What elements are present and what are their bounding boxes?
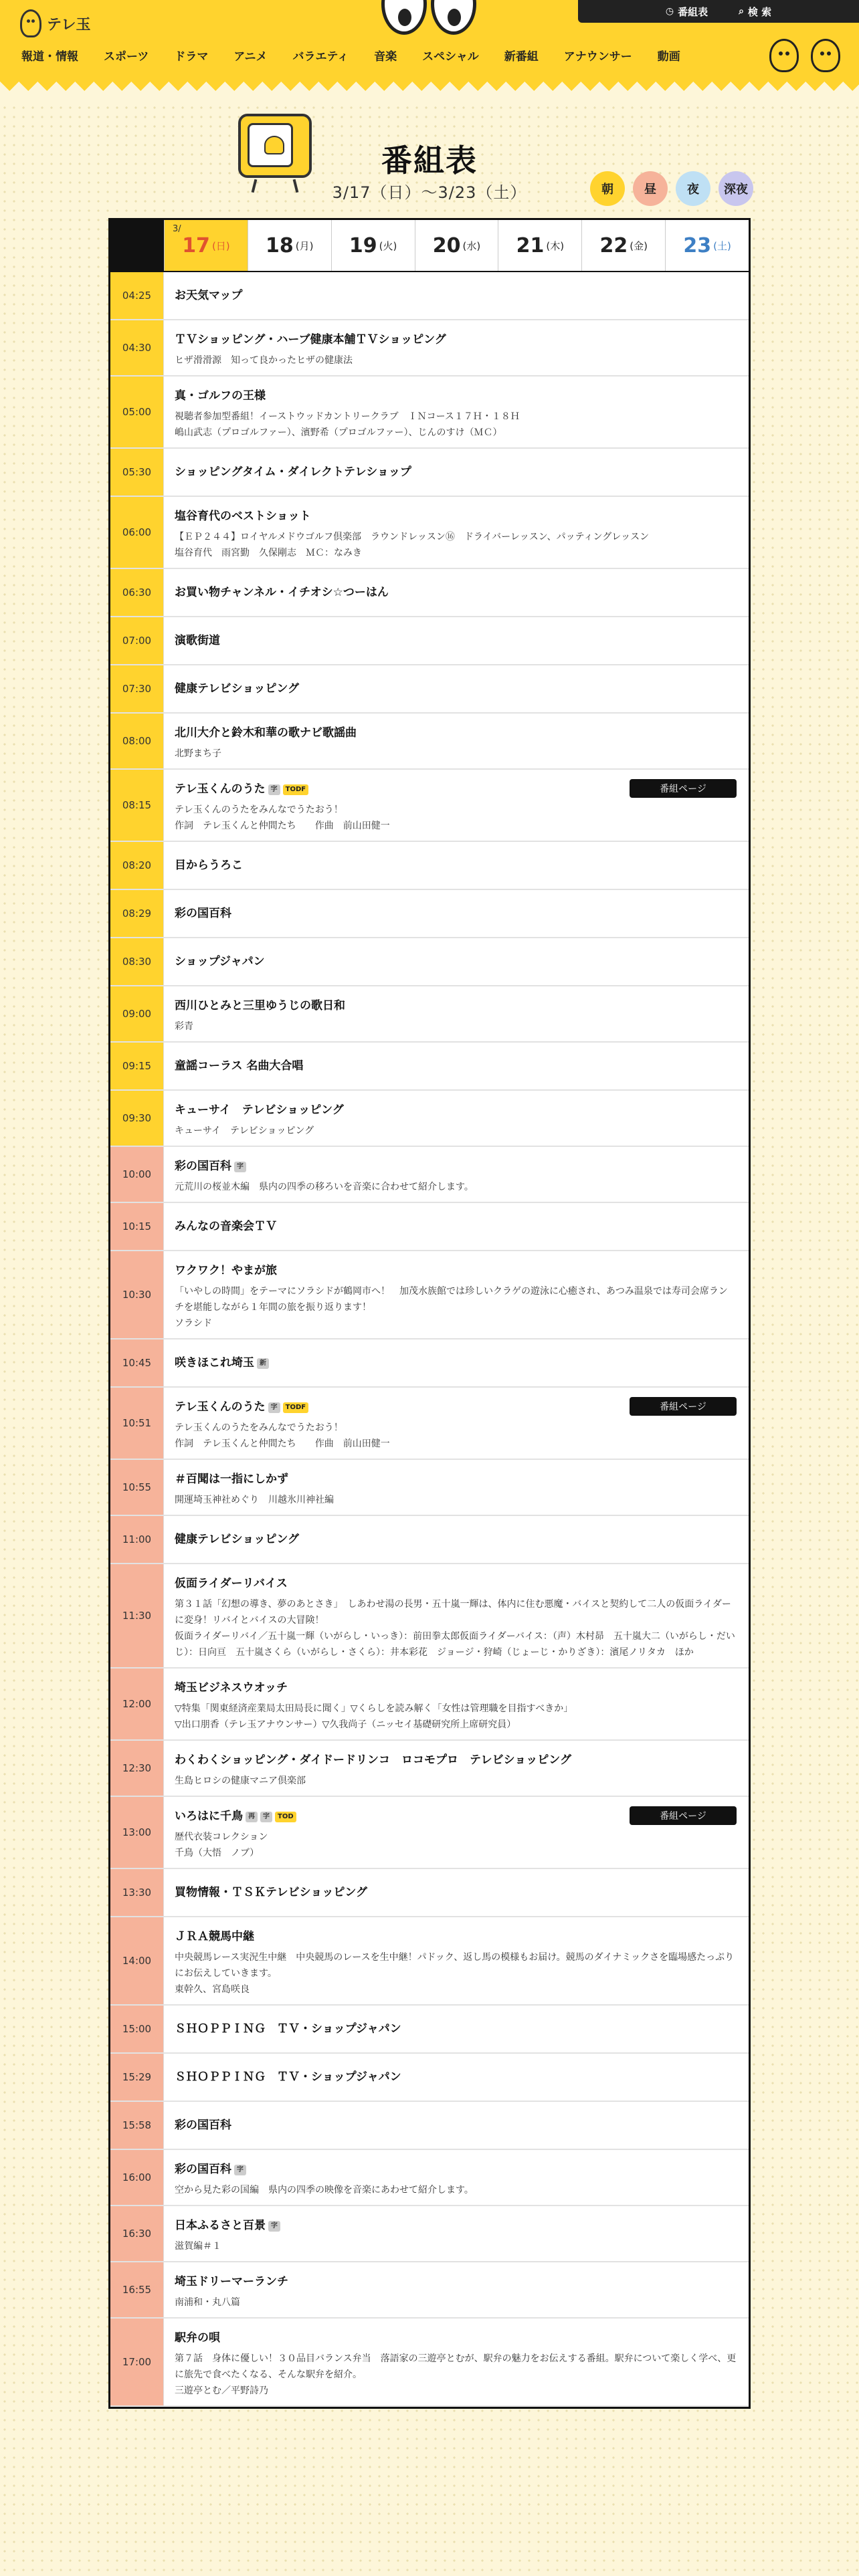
program-body: [164, 1043, 749, 1089]
program-title[interactable]: [175, 2161, 737, 2178]
program-title[interactable]: [175, 1262, 737, 1279]
nav-item[interactable]: アナウンサー: [563, 50, 632, 64]
program-description: 視聴者参加型番組！イーストウッドカントリークラブ ＩＮコース１７Ｈ・１８Ｈ 嶋山武志（プロゴルファー）、濱野希（プロゴルファー）、じんのすけ（ＭＣ）: [175, 411, 520, 438]
program-row[interactable]: [110, 1460, 749, 1516]
program-description: 滋賀編＃１: [175, 2241, 221, 2252]
period-button[interactable]: 昼: [633, 171, 668, 206]
program-row[interactable]: [110, 1251, 749, 1339]
program-time: 11:30: [110, 1564, 164, 1667]
program-body: [164, 714, 749, 768]
program-title-text: 彩の国百科: [175, 907, 231, 920]
program-title[interactable]: [175, 1575, 737, 1592]
day-tab[interactable]: [248, 220, 331, 271]
program-title[interactable]: [175, 1679, 737, 1697]
program-body: [164, 1741, 749, 1796]
program-title-text: ＴＶショッピング・ハーブ健康本舗ＴＶショッピング: [175, 333, 446, 346]
day-number: 23: [683, 233, 712, 257]
program-title-text: 買物情報・ＴＳＫテレビショッピング: [175, 1886, 367, 1899]
program-row[interactable]: [110, 890, 749, 938]
day-tab[interactable]: [498, 220, 581, 271]
program-time: 13:30: [110, 1869, 164, 1916]
search-icon: ⌕: [739, 6, 744, 17]
right-eye-icon: [431, 0, 476, 35]
program-badge: TODF: [283, 784, 308, 795]
program-title[interactable]: [175, 1101, 737, 1119]
program-time: 16:30: [110, 2206, 164, 2261]
program-badge: TOD: [275, 1812, 296, 1822]
page-title: 番組表: [381, 142, 478, 179]
program-row[interactable]: [110, 569, 749, 617]
program-row[interactable]: [110, 1388, 749, 1460]
program-body: [164, 2319, 749, 2405]
program-time: 16:55: [110, 2262, 164, 2317]
period-jump-buttons: [590, 171, 753, 206]
program-row[interactable]: [110, 449, 749, 497]
program-body: [164, 770, 749, 841]
program-title[interactable]: [175, 953, 265, 970]
program-title[interactable]: [175, 632, 220, 649]
program-time: 14:00: [110, 1917, 164, 2004]
program-title-text: 彩の国百科: [175, 2163, 231, 2176]
program-title[interactable]: [175, 1531, 299, 1548]
program-title[interactable]: [175, 387, 737, 405]
program-title-text: 塩谷育代のベストショット: [175, 510, 311, 523]
program-row[interactable]: [110, 2262, 749, 2319]
program-title-text: お買い物チャンネル・イチオシ☆つーはん: [175, 586, 389, 599]
header-zigzag-divider: [0, 82, 859, 100]
program-description: 開運埼玉神社めぐり 川越氷川神社編: [175, 1495, 334, 1505]
main-nav: [20, 47, 693, 64]
program-row[interactable]: [110, 2206, 749, 2262]
program-body: [164, 1251, 749, 1338]
program-description: テレ玉くんのうたをみんなでうたおう！ 作詞 テレ玉くんと仲間たち 作曲 前山田健一: [175, 1422, 390, 1449]
program-title-text: 真・ゴルフの王様: [175, 389, 266, 403]
program-title[interactable]: [175, 287, 242, 304]
day-weekday: (水): [462, 239, 481, 252]
program-title-text: 健康テレビショッピング: [175, 682, 299, 695]
nav-item[interactable]: 動画: [657, 50, 680, 64]
program-title[interactable]: [175, 1471, 737, 1488]
site-logo[interactable]: [20, 9, 91, 37]
program-page-button[interactable]: 番組ページ: [630, 779, 737, 798]
clock-icon: ◷: [665, 6, 674, 17]
program-time: 16:00: [110, 2150, 164, 2205]
day-number: 21: [516, 233, 545, 257]
day-weekday: (火): [379, 239, 397, 252]
program-row[interactable]: [110, 1564, 749, 1669]
program-body: [164, 1516, 749, 1563]
program-description: 「いやしの時間」をテーマにソラシドが鶴岡市へ！ 加茂水族館では珍しいクラゲの遊泳に心癒され、あつみ温泉では寿司会席ランチを堪能しながら１年間の旅を振り返ります！ ソラシド: [175, 1286, 728, 1329]
program-time: 10:45: [110, 1339, 164, 1386]
program-row[interactable]: [110, 1917, 749, 2006]
program-row[interactable]: [110, 1339, 749, 1388]
program-title[interactable]: [175, 2020, 401, 2038]
program-row[interactable]: [110, 1869, 749, 1917]
period-button[interactable]: 深夜: [719, 171, 753, 206]
program-title-text: 北川大介と鈴木和華の歌ナビ歌謡曲: [175, 726, 357, 740]
program-body: [164, 1388, 749, 1459]
program-row[interactable]: [110, 1203, 749, 1251]
program-time: 06:30: [110, 569, 164, 616]
program-body: [164, 377, 749, 447]
mascot-links: [769, 39, 840, 72]
program-title-text: ワクワク！やまが旅: [175, 1264, 277, 1277]
nav-item[interactable]: スポーツ: [104, 50, 149, 64]
program-title-text: 埼玉ビジネスウオッチ: [175, 1681, 288, 1695]
logo-text: テレ玉: [47, 16, 91, 33]
program-description: ヒザ滑滑源 知って良かったヒザの健康法: [175, 355, 353, 366]
program-body: [164, 938, 749, 985]
program-title-text: ＪＲＡ競馬中継: [175, 1930, 254, 1943]
program-time: 08:20: [110, 842, 164, 889]
program-body: [164, 1147, 749, 1202]
date-range: 3/17（日）～3/23（土）: [332, 183, 527, 202]
program-title[interactable]: [175, 2117, 231, 2134]
day-tab[interactable]: [415, 220, 498, 271]
program-body: [164, 1564, 749, 1667]
program-body: [164, 1917, 749, 2004]
program-page-button[interactable]: 番組ページ: [630, 1806, 737, 1825]
program-title-text: キューサイ テレビショッピング: [175, 1103, 344, 1117]
program-body: [164, 2054, 749, 2101]
program-title[interactable]: [175, 2273, 737, 2290]
period-button[interactable]: 夜: [676, 171, 710, 206]
program-description: テレ玉くんのうたをみんなでうたおう！ 作詞 テレ玉くんと仲間たち 作曲 前山田健一: [175, 804, 390, 831]
day-tab[interactable]: [331, 220, 415, 271]
day-weekday: (月): [295, 239, 314, 252]
program-title[interactable]: [175, 2217, 737, 2234]
program-row[interactable]: [110, 770, 749, 842]
program-row[interactable]: [110, 1669, 749, 1741]
program-time: 13:00: [110, 1797, 164, 1868]
program-description: ▽特集「関東経済産業局太田局長に聞く」▽くらしを読み解く「女性は管理職を目指すべきか」 ▽出口朋香（テレ玉アナウンサー）▽久我尚子（ニッセイ基礎研究所上席研究員）: [175, 1703, 573, 1730]
program-title[interactable]: [175, 680, 299, 697]
left-eye-icon: [381, 0, 427, 35]
program-title[interactable]: [175, 857, 243, 874]
program-description: 彩青: [175, 1021, 193, 1032]
program-row[interactable]: [110, 1091, 749, 1147]
program-title-text: わくわくショッピング・ダイドードリンコ ロコモプロ テレビショッピング: [175, 1753, 571, 1767]
program-title[interactable]: [175, 724, 737, 742]
program-body: [164, 1460, 749, 1515]
program-title-text: 演歌街道: [175, 634, 220, 647]
search-link[interactable]: [739, 5, 771, 19]
program-title[interactable]: [175, 463, 411, 481]
program-description: 北野まち子: [175, 748, 221, 759]
program-title-text: お天気マップ: [175, 289, 243, 302]
program-title[interactable]: [175, 1354, 269, 1372]
program-body: [164, 2102, 749, 2149]
program-time: 09:00: [110, 986, 164, 1041]
program-time: 10:15: [110, 1203, 164, 1250]
program-row[interactable]: [110, 1147, 749, 1203]
program-row[interactable]: [110, 986, 749, 1043]
program-body: [164, 1797, 749, 1868]
program-row[interactable]: [110, 1741, 749, 1797]
program-row[interactable]: [110, 2006, 749, 2054]
program-body: [164, 272, 749, 319]
program-body: [164, 2006, 749, 2052]
program-time: 05:30: [110, 449, 164, 496]
program-row[interactable]: [110, 665, 749, 714]
program-body: [164, 890, 749, 937]
program-title[interactable]: [175, 905, 231, 922]
nav-item[interactable]: 報道・情報: [21, 50, 78, 64]
program-body: [164, 986, 749, 1041]
program-title-text: 日本ふるさと百景: [175, 2219, 266, 2232]
program-title[interactable]: [175, 1751, 737, 1769]
title-area: [0, 100, 859, 221]
program-row[interactable]: [110, 320, 749, 377]
program-title-text: 童謡コーラス 名曲大合唱: [175, 1059, 304, 1073]
program-time: 15:29: [110, 2054, 164, 2101]
program-badge: TODF: [283, 1402, 308, 1413]
program-row[interactable]: [110, 2054, 749, 2102]
program-title-text: ショップジャパン: [175, 955, 265, 968]
program-row[interactable]: [110, 377, 749, 449]
program-time: 06:00: [110, 497, 164, 568]
program-row[interactable]: [110, 938, 749, 986]
program-badge: 字: [268, 784, 280, 795]
program-title-text: 西川ひとみと三里ゆうじの歌日和: [175, 999, 345, 1012]
program-badge: 字: [234, 1162, 246, 1172]
program-time: 10:51: [110, 1388, 164, 1459]
program-time: 12:00: [110, 1669, 164, 1739]
day-weekday: (木): [546, 239, 565, 252]
program-title-text: 仮面ライダーリバイス: [175, 1577, 288, 1590]
program-title[interactable]: [175, 2329, 737, 2347]
program-time: 10:55: [110, 1460, 164, 1515]
program-list: [110, 272, 749, 2407]
program-row[interactable]: [110, 714, 749, 770]
top-utility-bar: [578, 0, 859, 23]
program-description: 生島ヒロシの健康マニア倶楽部: [175, 1776, 306, 1786]
program-title-text: テレ玉くんのうた: [175, 782, 266, 796]
period-button[interactable]: 朝: [590, 171, 625, 206]
schedule-link[interactable]: [666, 5, 708, 19]
search-link-label: 検 索: [747, 5, 772, 18]
program-description: 【ＥＰ２４４】ロイヤルメドウゴルフ倶楽部 ラウンドレッスン⑯ ドライバーレッスン、パッティングレッスン 塩谷育代 雨宮勤 久保剛志 ＭＣ：なみき: [175, 532, 650, 558]
schedule-table: [108, 218, 751, 2409]
program-title[interactable]: [175, 1158, 737, 1175]
program-row[interactable]: [110, 1516, 749, 1564]
program-title-text: 彩の国百科: [175, 1160, 231, 1173]
program-time: 04:25: [110, 272, 164, 319]
tere-tama-kun-mascot-icon: [20, 9, 41, 37]
program-description: 第３１話「幻想の導き、夢のあとさき」 しあわせ湯の長男・五十嵐一輝は、体内に住む悪魔・バイスと契約して二人の仮面ライダーに変身！リバイとバイスの大冒険！ 仮面ライダーリバイ／五十嵐一輝（いがらし・いっき）：前田拳太郎仮面ライダーバイス：（声）木村昴 五十嵐大二（いがらし・だいじ）：日向亘 五十嵐さくら（いがらし・さくら）：井本彩花 ジョージ・狩崎（じょーじ・かりざき）：濱尾ノリタカ ほか: [175, 1599, 735, 1658]
program-body: [164, 1091, 749, 1146]
program-description: 第７話 身体に優しい！３０品目バランス弁当 落語家の三遊亭とむが、駅弁の魅力をお伝えする番組。駅弁について楽しく学べ、更に旅先で食べたくなる、そんな駅弁を紹介。 三遊亭とむ／平野詩乃: [175, 2353, 737, 2396]
mascot-link-1-icon[interactable]: [769, 39, 799, 72]
program-body: [164, 842, 749, 889]
program-row[interactable]: [110, 497, 749, 569]
program-time: 07:00: [110, 617, 164, 664]
nav-item[interactable]: 音楽: [374, 50, 397, 64]
program-row[interactable]: [110, 617, 749, 665]
program-row[interactable]: [110, 1043, 749, 1091]
day-weekday: (金): [630, 239, 648, 252]
day-tabs: [110, 220, 749, 272]
nav-item[interactable]: スペシャル: [422, 50, 479, 64]
program-title[interactable]: [175, 508, 737, 525]
program-description: 南浦和・丸八篇: [175, 2297, 240, 2308]
program-badge: 再: [246, 1812, 258, 1822]
program-time: 08:29: [110, 890, 164, 937]
program-title-text: ＳＨＯＰＰＩＮＧ ＴＶ・ショップジャパン: [175, 2022, 401, 2036]
program-title-text: 健康テレビショッピング: [175, 1533, 299, 1546]
program-time: 07:30: [110, 665, 164, 712]
program-body: [164, 2150, 749, 2205]
program-body: [164, 320, 749, 375]
program-title[interactable]: [175, 1884, 367, 1901]
program-body: [164, 2262, 749, 2317]
program-time: 08:15: [110, 770, 164, 841]
day-tab[interactable]: [665, 220, 749, 271]
program-time: 15:00: [110, 2006, 164, 2052]
program-title-text: 駅弁の唄: [175, 2331, 220, 2345]
program-title[interactable]: [175, 2068, 401, 2086]
program-description: 元荒川の桜並木編 県内の四季の移ろいを音楽に合わせて紹介します。: [175, 1182, 474, 1192]
program-title[interactable]: [175, 1218, 277, 1235]
program-time: 10:30: [110, 1251, 164, 1338]
program-row[interactable]: [110, 272, 749, 320]
program-badge: 字: [268, 2221, 280, 2232]
program-body: [164, 497, 749, 568]
program-body: [164, 1669, 749, 1739]
program-time: 10:00: [110, 1147, 164, 1202]
site-header: [0, 0, 859, 100]
day-tab[interactable]: [581, 220, 665, 271]
program-time: 05:00: [110, 377, 164, 447]
program-time: 17:00: [110, 2319, 164, 2405]
program-title[interactable]: [175, 1057, 303, 1075]
day-weekday: (日): [211, 239, 230, 252]
program-description: 空から見た彩の国編 県内の四季の映像を音楽にあわせて紹介します。: [175, 2185, 474, 2195]
program-title-text: ショッピングタイム・ダイレクトテレショップ: [175, 465, 411, 479]
nav-item[interactable]: バラエティ: [292, 50, 349, 64]
program-title-text: みんなの音楽会ＴＶ: [175, 1220, 277, 1233]
program-description: キューサイ テレビショッピング: [175, 1125, 314, 1136]
program-time: 08:30: [110, 938, 164, 985]
program-row[interactable]: [110, 2102, 749, 2150]
program-body: [164, 1339, 749, 1386]
program-badge: 新: [257, 1358, 269, 1369]
nav-item[interactable]: アニメ: [233, 50, 268, 64]
program-body: [164, 449, 749, 496]
nav-item[interactable]: 新番組: [504, 50, 539, 64]
day-number: 17: [182, 233, 210, 257]
mascot-eyes-decoration: [381, 0, 476, 35]
program-time: 15:58: [110, 2102, 164, 2149]
nav-item[interactable]: ドラマ: [174, 50, 209, 64]
program-title-text: テレ玉くんのうた: [175, 1400, 266, 1414]
program-title-text: 咲きほこれ埼玉: [175, 1356, 254, 1370]
day-tabs-corner: [110, 220, 164, 271]
program-title-text: 彩の国百科: [175, 2119, 231, 2132]
program-title-text: 埼玉ドリーマーランチ: [175, 2275, 288, 2288]
program-time: 09:30: [110, 1091, 164, 1146]
day-number: 22: [599, 233, 628, 257]
program-body: [164, 569, 749, 616]
program-description: 歴代衣装コレクション 千鳥（大悟 ノブ）: [175, 1832, 268, 1858]
program-title[interactable]: [175, 331, 737, 348]
program-time: 12:30: [110, 1741, 164, 1796]
day-tab[interactable]: [164, 220, 248, 271]
program-row[interactable]: [110, 842, 749, 890]
day-weekday: (土): [713, 239, 731, 252]
program-body: [164, 2206, 749, 2261]
program-title-text: ＃百聞は一指にしかず: [175, 1473, 288, 1486]
day-number: 20: [432, 233, 461, 257]
program-title-text: 目からうろこ: [175, 859, 243, 872]
program-title[interactable]: [175, 1928, 737, 1945]
day-number: 19: [349, 233, 377, 257]
program-title[interactable]: [175, 997, 737, 1014]
program-title-text: ＳＨＯＰＰＩＮＧ ＴＶ・ショップジャパン: [175, 2070, 401, 2084]
schedule-link-label: 番組表: [678, 5, 708, 18]
day-month: 3/: [173, 224, 181, 234]
day-number: 18: [266, 233, 294, 257]
program-badge: 字: [268, 1402, 280, 1413]
program-body: [164, 665, 749, 712]
program-time: 09:15: [110, 1043, 164, 1089]
program-badge: 字: [260, 1812, 272, 1822]
program-time: 11:00: [110, 1516, 164, 1563]
program-time: 08:00: [110, 714, 164, 768]
program-page-button[interactable]: 番組ページ: [630, 1397, 737, 1416]
mascot-link-2-icon[interactable]: [811, 39, 840, 72]
program-badge: 字: [234, 2165, 246, 2175]
program-row[interactable]: [110, 2150, 749, 2206]
program-title-text: いろはに千鳥: [175, 1810, 243, 1823]
program-body: [164, 1203, 749, 1250]
program-body: [164, 617, 749, 664]
program-row[interactable]: [110, 2319, 749, 2407]
program-body: [164, 1869, 749, 1916]
program-description: 中央競馬レース実況生中継 中央競馬のレースを生中継！パドック、返し馬の模様もお届け。競馬のダイナミックさを臨場感たっぷりにお伝えしていきます。 東幹久、宮島咲良: [175, 1952, 735, 1995]
program-time: 04:30: [110, 320, 164, 375]
program-title[interactable]: [175, 584, 389, 601]
program-row[interactable]: [110, 1797, 749, 1869]
